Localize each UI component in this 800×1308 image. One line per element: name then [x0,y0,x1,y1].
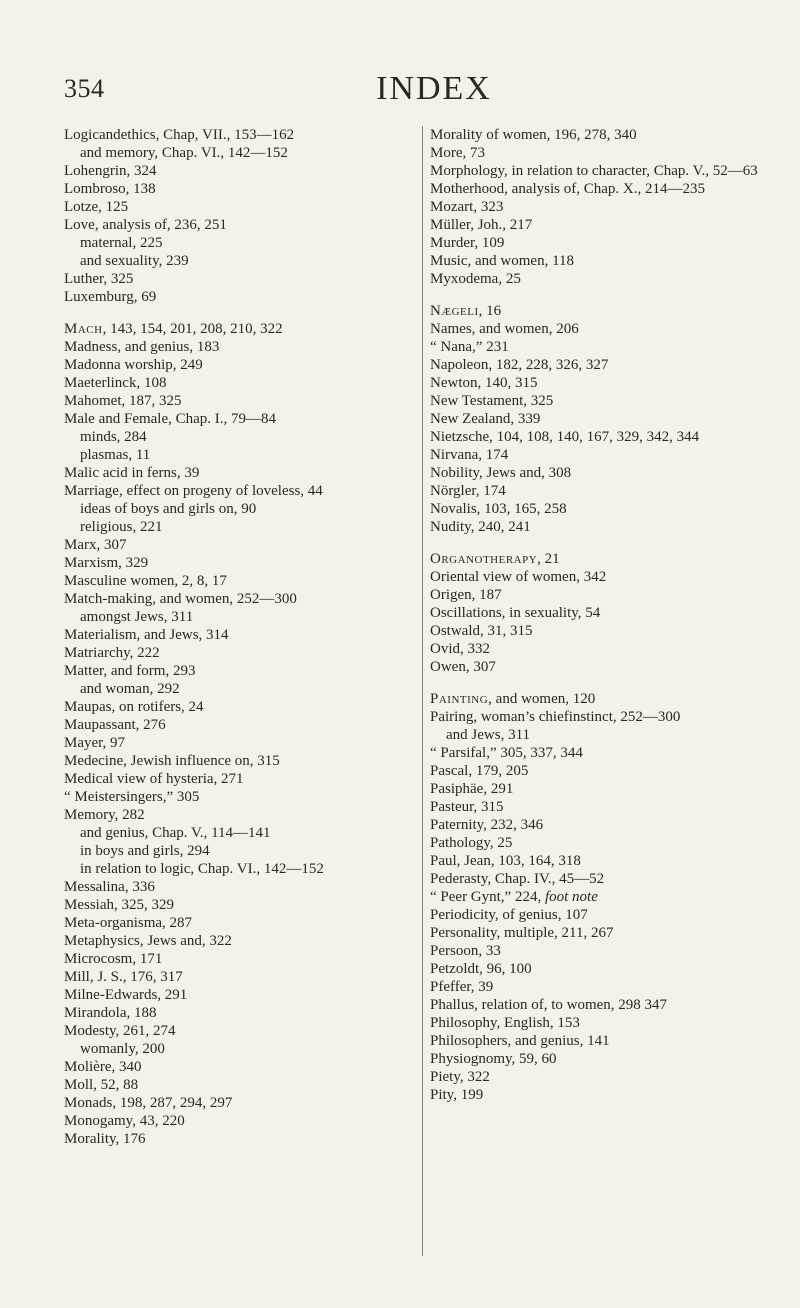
index-entry [64,788,404,806]
index-entry [430,834,770,852]
index-entry [430,762,770,780]
index-entry [430,708,770,726]
index-subentry [64,680,404,698]
index-entry-text: New Testament, 325 [430,393,554,409]
index-entry [430,996,770,1014]
index-subentry [64,1040,404,1058]
index-entry-text: Oscillations, in sexuality, 54 [430,605,601,621]
index-entry [430,374,770,392]
index-entry [430,180,770,198]
index-entry [64,1022,404,1040]
index-entry-text: Messalina, 336 [64,879,155,895]
index-entry [64,410,404,428]
index-entry [430,780,770,798]
index-entry [64,1112,404,1130]
index-entry [64,878,404,896]
index-entry-text: Medecine, Jewish influence on, 315 [64,753,280,769]
index-columns [64,126,764,1266]
index-entry-text: Male and Female, Chap. I., 79—84 [64,411,277,427]
index-subentry [64,842,404,860]
index-entry-text: Murder, 109 [430,235,505,251]
index-entry-text: Origen, 187 [430,587,502,603]
index-entry-text: New Zealand, 339 [430,411,541,427]
index-entry-text: Marx, 307 [64,537,127,553]
index-entry [64,716,404,734]
index-entry [430,356,770,374]
index-entry [64,320,404,338]
index-entry [430,604,770,622]
index-entry [430,852,770,870]
index-entry [430,1068,770,1086]
index-entry-text: and genius, Chap. V., 114—141 [80,825,271,841]
index-entry-text: Madonna worship, 249 [64,357,203,373]
index-entry-text: Mirandola, 188 [64,1005,157,1021]
index-entry [64,1094,404,1112]
index-entry [64,126,404,144]
index-entry [430,144,770,162]
index-entry-text: Philosophy, English, 153 [430,1015,580,1031]
index-entry-text: Novalis, 103, 165, 258 [430,501,567,517]
index-entry-text: Morphology, in relation to character, Chap. V., 52—63 [430,163,758,179]
index-entry [64,464,404,482]
index-entry-text: Ostwald, 31, 315 [430,623,533,639]
index-entry [64,392,404,410]
index-entry-text: Messiah, 325, 329 [64,897,174,913]
index-entry [64,162,404,180]
index-entry [64,752,404,770]
index-entry [64,1130,404,1148]
index-entry-text: Lombroso, 138 [64,181,156,197]
index-entry-text: religious, 221 [80,519,163,535]
index-column-right [422,126,770,1256]
index-entry-text: Lohengrin, 324 [64,163,157,179]
index-entry-text: Pederasty, Chap. IV., 45—52 [430,871,605,887]
index-entry-text: Mozart, 323 [430,199,504,215]
index-entry [64,482,404,500]
index-entry-text: Memory, 282 [64,807,145,823]
index-entry-text: Lotze, 125 [64,199,129,215]
index-entry [64,338,404,356]
index-entry-text: Oriental view of women, 342 [430,569,607,585]
index-subentry [64,252,404,270]
index-entry-text: Maupassant, 276 [64,717,166,733]
index-entry-text: Pasiphäe, 291 [430,781,514,797]
index-entry [430,870,770,888]
index-entry [64,986,404,1004]
index-entry-text: Philosophers, and genius, 141 [430,1033,610,1049]
index-entry-head: Mach [64,321,103,337]
index-entry [430,320,770,338]
index-entry [430,924,770,942]
index-entry-text: , and women, 120 [488,691,596,707]
index-entry-text: Nörgler, 174 [430,483,506,499]
index-entry-text: Monogamy, 43, 220 [64,1113,185,1129]
index-entry-text: , 143, 154, 201, 208, 210, 322 [102,321,283,337]
index-entry [64,216,404,234]
index-entry-text: Personality, multiple, 211, 267 [430,925,614,941]
index-entry-text: Nobility, Jews and, 308 [430,465,572,481]
index-entry [64,662,404,680]
index-entry-text: Love, analysis of, 236, 251 [64,217,227,233]
index-entry-text: Pfeffer, 39 [430,979,494,995]
index-entry-text: Periodicity, of genius, 107 [430,907,588,923]
index-entry [430,482,770,500]
running-head: INDEX [376,70,492,107]
index-entry-text: Phallus, relation of, to women, 298 347 [430,997,668,1013]
index-entry [64,590,404,608]
index-entry-text: Pathology, 25 [430,835,513,851]
index-entry-text: , 16 [478,303,502,319]
index-entry-text: Napoleon, 182, 228, 326, 327 [430,357,609,373]
index-entry [64,644,404,662]
index-entry-text: and Jews, 311 [446,727,531,743]
index-entry-text: Monads, 198, 287, 294, 297 [64,1095,233,1111]
index-entry [64,806,404,824]
index-entry-text: Morality of women, 196, 278, 340 [430,127,637,143]
index-entry-text: and memory, Chap. VI., 142—152 [80,145,288,161]
index-entry-text: Music, and women, 118 [430,253,575,269]
index-entry-text: Materialism, and Jews, 314 [64,627,229,643]
index-entry [430,392,770,410]
index-entry [430,888,770,906]
index-entry-text: Maeterlinck, 108 [64,375,167,391]
index-letter-group [430,690,770,1104]
index-entry-text: “ Parsifal,” 305, 337, 344 [430,745,583,761]
index-entry-text: Paternity, 232, 346 [430,817,544,833]
index-entry [64,1076,404,1094]
index-entry-text: Myxodema, 25 [430,271,521,287]
index-entry-text: Logicandethics, Chap, VII., 153—162 [64,127,295,143]
index-entry-text: Mill, J. S., 176, 317 [64,969,183,985]
index-entry-text: “ Nana,” 231 [430,339,509,355]
index-entry-text: Madness, and genius, 183 [64,339,220,355]
index-subentry [430,726,770,744]
index-entry [430,640,770,658]
index-entry [64,626,404,644]
index-entry-text: and sexuality, 239 [80,253,189,269]
index-entry [430,586,770,604]
index-entry [430,518,770,536]
index-entry-text: Piety, 322 [430,1069,490,1085]
index-entry-text: Names, and women, 206 [430,321,579,337]
index-entry-text: Morality, 176 [64,1131,146,1147]
index-entry-head: Organotherapy [430,551,538,567]
index-entry-text: “ Meistersingers,” 305 [64,789,200,805]
index-entry-text: Meta-organisma, 287 [64,915,193,931]
index-entry [430,252,770,270]
index-entry-text: Luther, 325 [64,271,134,287]
index-entry [430,622,770,640]
index-entry-text: Newton, 140, 315 [430,375,538,391]
index-entry-text: Petzoldt, 96, 100 [430,961,532,977]
index-entry-text: amongst Jews, 311 [80,609,194,625]
index-entry-text: Matter, and form, 293 [64,663,196,679]
index-entry-text: Pairing, woman’s chiefinstinct, 252—300 [430,709,681,725]
index-entry-note: foot note [544,889,598,905]
index-entry [64,198,404,216]
index-entry [430,816,770,834]
index-entry [64,914,404,932]
index-entry [430,500,770,518]
index-entry [64,950,404,968]
index-entry-text: Marriage, effect on progeny of loveless, 44 [64,483,323,499]
index-entry [430,744,770,762]
index-entry-text: Malic acid in ferns, 39 [64,465,200,481]
index-entry-text: Nietzsche, 104, 108, 140, 167, 329, 342, 344 [430,429,700,445]
index-entry [64,734,404,752]
index-entry-text: Persoon, 33 [430,943,501,959]
index-entry [64,968,404,986]
index-entry-text: More, 73 [430,145,485,161]
index-entry-text: plasmas, 11 [80,447,151,463]
index-entry-text: in boys and girls, 294 [80,843,210,859]
index-entry [430,428,770,446]
index-entry [430,234,770,252]
index-entry-text: Milne-Edwards, 291 [64,987,188,1003]
index-entry [430,978,770,996]
index-entry [430,216,770,234]
index-entry-text: Müller, Joh., 217 [430,217,533,233]
index-entry-text: maternal, 225 [80,235,163,251]
index-entry [64,770,404,788]
index-letter-group [64,320,404,1148]
index-entry [430,162,770,180]
index-entry [430,658,770,676]
index-entry-head: Nægeli [430,303,479,319]
index-entry [430,126,770,144]
index-entry [64,180,404,198]
index-entry-text: Nudity, 240, 241 [430,519,531,535]
index-entry-text: Luxemburg, 69 [64,289,157,305]
page-number: 354 [64,74,105,103]
index-letter-group [430,126,770,288]
index-subentry [64,428,404,446]
index-entry [430,550,770,568]
index-entry-head: Painting [430,691,489,707]
index-entry-text: minds, 284 [80,429,147,445]
index-entry [430,198,770,216]
index-entry-text: Matriarchy, 222 [64,645,160,661]
index-entry-text: Moll, 52, 88 [64,1077,139,1093]
index-subentry [64,144,404,162]
index-entry-text: Pity, 199 [430,1087,484,1103]
index-subentry [64,860,404,878]
index-entry [430,338,770,356]
index-entry-text: Masculine women, 2, 8, 17 [64,573,227,589]
index-letter-group [430,550,770,676]
index-entry-text: Molière, 340 [64,1059,142,1075]
index-entry [64,536,404,554]
index-entry [430,446,770,464]
index-entry [430,942,770,960]
index-entry [430,690,770,708]
index-entry [430,270,770,288]
index-entry [430,960,770,978]
index-subentry [64,608,404,626]
index-entry [64,288,404,306]
index-entry-text: Ovid, 332 [430,641,490,657]
index-entry [430,906,770,924]
index-entry-text: Mayer, 97 [64,735,126,751]
page-header [64,70,764,114]
index-entry [64,1004,404,1022]
index-entry-text: Motherhood, analysis of, Chap. X., 214—235 [430,181,705,197]
index-entry [430,302,770,320]
index-entry [64,356,404,374]
index-entry-text: Marxism, 329 [64,555,149,571]
index-entry [64,698,404,716]
index-letter-group [64,126,404,306]
index-entry [64,572,404,590]
index-entry [430,410,770,428]
index-entry-text: “ Peer Gynt,” 224, [430,889,545,905]
index-entry [430,798,770,816]
index-entry [64,374,404,392]
index-entry-text: in relation to logic, Chap. VI., 142—152 [80,861,324,877]
index-entry [430,1050,770,1068]
index-entry-text: Owen, 307 [430,659,496,675]
index-entry [64,1058,404,1076]
index-entry [430,1014,770,1032]
index-entry-text: Physiognomy, 59, 60 [430,1051,557,1067]
index-entry-text: Nirvana, 174 [430,447,509,463]
index-entry-text: ideas of boys and girls on, 90 [80,501,257,517]
index-entry-text: womanly, 200 [80,1041,165,1057]
index-entry [64,554,404,572]
index-entry [64,270,404,288]
index-entry-text: Modesty, 261, 274 [64,1023,176,1039]
index-entry-text: , 21 [537,551,560,567]
index-subentry [64,500,404,518]
index-entry [430,568,770,586]
index-subentry [64,518,404,536]
index-entry-text: Mahomet, 187, 325 [64,393,182,409]
index-entry-text: Microcosm, 171 [64,951,163,967]
index-entry-text: Maupas, on rotifers, 24 [64,699,204,715]
index-entry-text: Medical view of hysteria, 271 [64,771,244,787]
index-subentry [64,446,404,464]
index-subentry [64,234,404,252]
index-entry [430,1032,770,1050]
index-letter-group [430,302,770,536]
index-subentry [64,824,404,842]
index-entry-text: Paul, Jean, 103, 164, 318 [430,853,581,869]
index-entry-text: Match-making, and women, 252—300 [64,591,297,607]
index-entry [430,1086,770,1104]
index-entry [64,896,404,914]
index-entry-text: and woman, 292 [80,681,180,697]
index-column-left [64,126,404,1162]
index-entry [64,932,404,950]
index-entry-text: Pascal, 179, 205 [430,763,529,779]
index-entry-text: Metaphysics, Jews and, 322 [64,933,232,949]
index-entry-text: Pasteur, 315 [430,799,504,815]
index-entry [430,464,770,482]
